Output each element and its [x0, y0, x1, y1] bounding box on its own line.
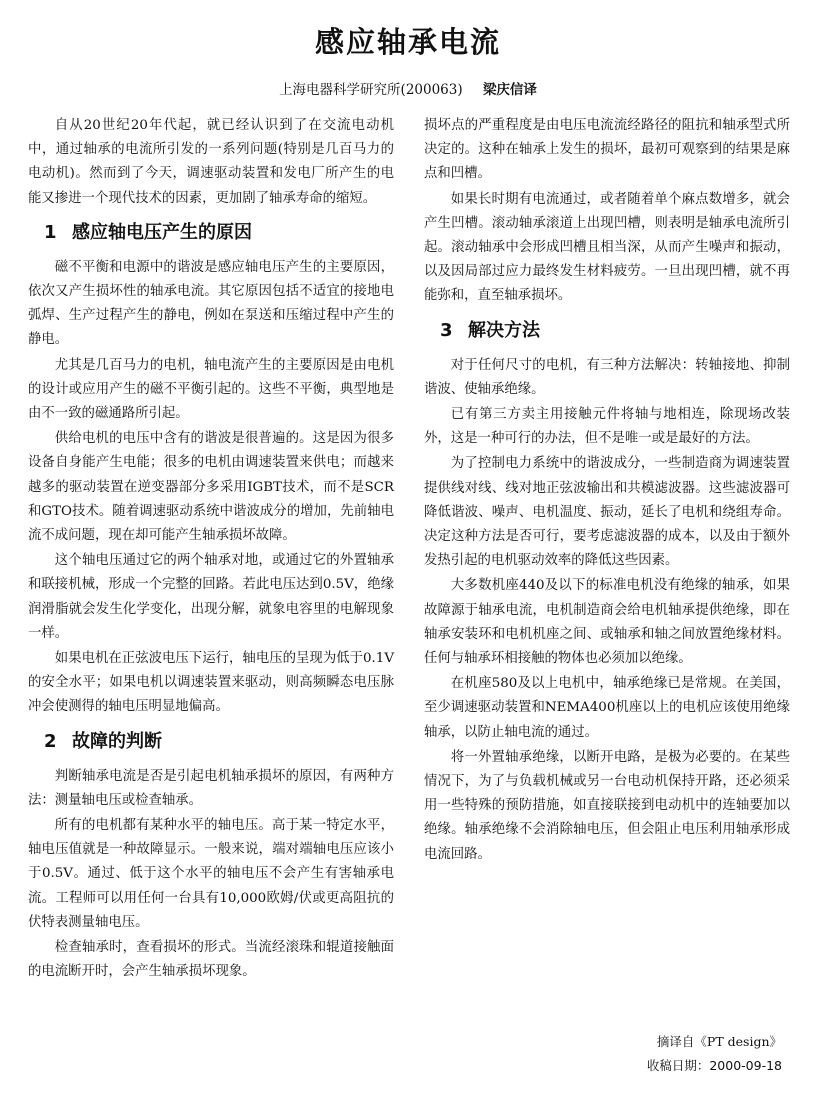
right-column: [424, 114, 790, 868]
article-title: 感应轴承电流: [314, 25, 501, 59]
source-note: 摘译自《PT design》: [656, 1034, 782, 1049]
section-title: 解决方法: [468, 319, 540, 341]
paragraph: 所有的电机都有某种水平的轴电压。高于某一特定水平，轴电压值就是一种故障显示。一般来说，端对端轴电压应该小于0.5V。通过、低于这个水平的轴电压不会产生有害轴承电流。工程师可以用任何一台具有10,000欧姆/伏或更高阻抗的伏特表测量轴电压。: [28, 818, 394, 930]
received-date: 收稿日期：2000-09-18: [646, 1058, 782, 1073]
left-column: [28, 114, 394, 986]
paragraph: 如果长时期有电流通过，或者随着单个麻点数增多，就会产生凹槽。滚动轴承滚道上出现凹槽，则表明是轴承电流所引起。滚动轴承中会形成凹槽且相当深，从而产生噪声和振动，以及因局部过应力最终发生材料疲劳。一旦出现凹槽，就不再能弥和，直至轴承损坏。: [424, 191, 790, 304]
paragraph: 大多数机座440及以下的标准电机没有绝缘的轴承，如果故障源于轴承电流，电机制造商会给电机轴承提供绝缘，即在轴承安装环和电机机座之间、或轴承和轴之间放置绝缘材料。任何与轴承环相接触的物体也必须加以绝缘。: [424, 578, 790, 667]
paragraph: 对于任何尺寸的电机，有三种方法解决：转轴接地、抑制谐波、使轴承绝缘。: [424, 357, 790, 397]
section-2-heading: [28, 725, 394, 759]
institute: 上海电器科学研究所(200063): [279, 82, 463, 98]
byline: [0, 78, 816, 98]
paragraph: 供给电机的电压中含有的谐波是很普遍的。这是因为很多设备自身能产生电能；很多的电机由调速装置来供电；而越来越多的驱动装置在逆变器部分多采用IGBT技术，而不是SCR和GTO技术。随着调速驱动系统中谐波成分的增加，先前轴电流不成问题，现在却可能产生轴承损坏故障。: [28, 431, 394, 544]
paragraph: 检查轴承时，查看损坏的形式。当流经滚珠和辊道接触面的电流断开时，会产生轴承损坏现象。: [28, 940, 394, 980]
paragraph: 尤其是几百马力的电机，轴电流产生的主要原因是由电机的设计或应用产生的磁不平衡引起的。这些不平衡，典型地是由不一致的磁通路所引起。: [28, 357, 394, 422]
section-title: 故障的判断: [72, 730, 162, 752]
section-1-heading: [28, 216, 394, 250]
paragraph: 在机座580及以上电机中，轴承绝缘已是常规。在美国，至少调速驱动装置和NEMA400机座以上的电机应该使用绝缘轴承，以防止轴电流的通过。: [424, 676, 790, 740]
section-number: 2: [44, 730, 57, 752]
section-number: 1: [44, 221, 57, 243]
paragraph: 将一外置轴承绝缘，以断开电路，是极为必要的。在某些情况下，为了与负载机械或另一台电动机保持开路，还必须采用一些特殊的预防措施，如直接联接到电动机中的连轴要加以绝缘。轴承绝缘不会消除轴电压，但会阻止电压利用轴承形成电流回路。: [424, 749, 790, 862]
section-title: 感应轴电压产生的原因: [72, 221, 252, 243]
paragraph: 为了控制电力系统中的谐波成分，一些制造商为调速装置提供线对线、线对地正弦波输出和共模滤波器。这些滤波器可降低谐波、噪声、电机温度、振动，延长了电机和绕组寿命。决定这种方法是否可行，要考虑滤波器的成本，以及由于额外发热引起的电机驱动效率的降低这些因素。: [424, 456, 790, 569]
section-number: 3: [440, 319, 453, 341]
paragraph: 这个轴电压通过它的两个轴承对地，或通过它的外置轴承和联接机械，形成一个完整的回路。若此电压达到0.5V，绝缘润滑脂就会发生化学变化，出现分解，就象电容里的电解现象一样。: [28, 553, 394, 641]
section-3-heading: [424, 314, 790, 348]
paragraph: 损坏点的严重程度是由电压电流流经路径的阻抗和轴承型式所决定的。这种在轴承上发生的损坏，最初可观察到的结果是麻点和凹槽。: [424, 118, 790, 182]
paragraph: 已有第三方卖主用接触元件将轴与地相连，除现场改装外，这是一种可行的办法，但不是唯一或是最好的方法。: [424, 407, 790, 447]
paragraph: 磁不平衡和电源中的谐波是感应轴电压产生的主要原因，依次又产生损坏性的轴承电流。其它原因包括不适宜的接地电弧焊、生产过程产生的静电，例如在泵送和压缩过程中产生的静电。: [28, 259, 394, 348]
intro-paragraph: 自从20世纪20年代起，就已经认识到了在交流电动机中，通过轴承的电流所引发的一系列问题(特别是几百马力的电动机)。然而到了今天，调速驱动装置和发电厂所产生的电能又掺进一个现代技术的因素，更加剧了轴承寿命的缩短。: [28, 118, 394, 206]
paragraph: 如果电机在正弦波电压下运行，轴电压的呈现为低于0.1V的安全水平；如果电机以调速装置来驱动，则高频瞬态电压脉冲会使测得的轴电压明显地偏高。: [28, 651, 394, 715]
paragraph: 判断轴承电流是否是引起电机轴承损坏的原因，有两种方法：测量轴电压或检查轴承。: [28, 768, 394, 808]
translator: 梁庆信译: [482, 82, 537, 98]
